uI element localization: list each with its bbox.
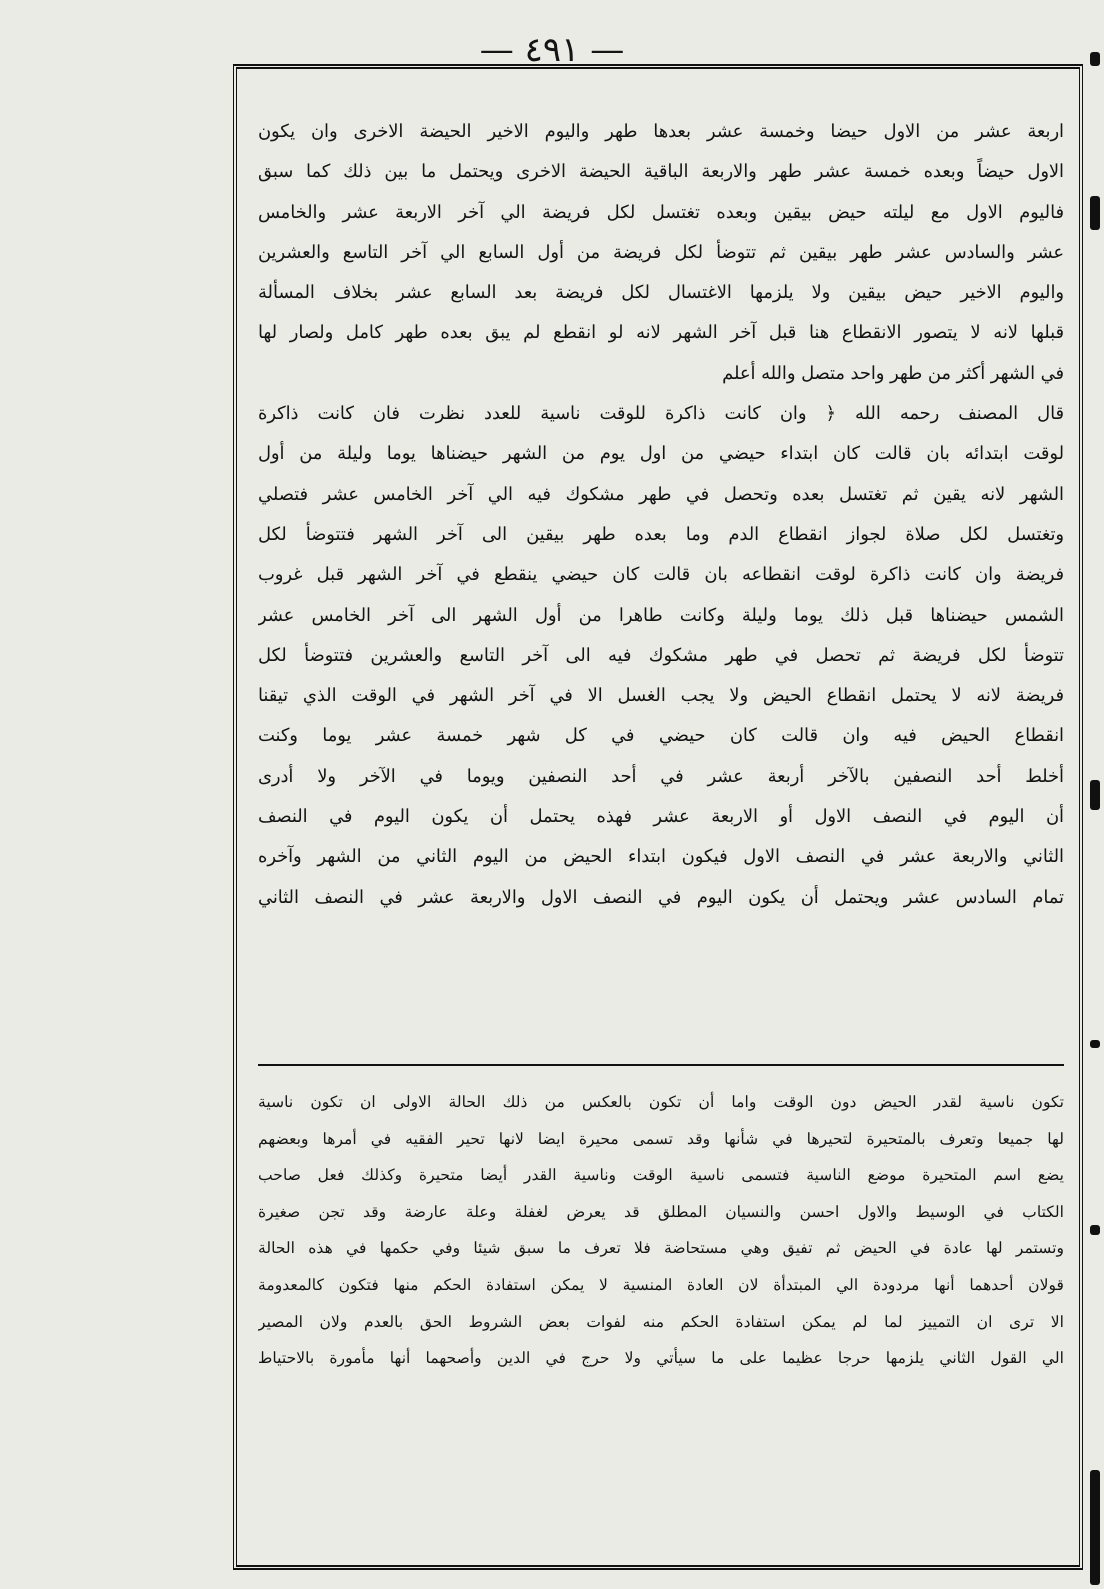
main-line: في الشهر أكثر من طهر واحد متصل والله أعلم <box>722 362 1064 384</box>
main-line: الاول حيضاً وبعده خمسة عشر طهر والاربعة الباقية الحيضة الاخرى ويحتمل ما بين ذلك كما سبق <box>258 161 1064 183</box>
main-line: لوقت ابتدائه بان قالت كان ابتداء حيضي من اول يوم من الشهر حيضناها يوما وليلة من أول <box>258 443 1064 465</box>
main-line: اربعة عشر من الاول حيضا وخمسة عشر بعدها طهر واليوم الاخير الحيضة الاخرى وان يكون <box>258 121 1064 142</box>
main-line: فريضة وان كانت ذاكرة لوقت انقطاعه بان قالت كان حيضي ينقطع في آخر الشهر قبل غروب <box>258 564 1064 586</box>
main-line: قبلها لانه لا يتصور الانقطاع هنا قبل آخر الشهر لانه لو انقطع لم يبق بعده طهر كامل ولصار لها <box>258 322 1064 344</box>
main-text-block <box>258 112 1064 918</box>
main-line: قال المصنف رحمه الله ﴿ وان كانت ذاكرة للوقت ناسية للعدد نظرت فان كانت ذاكرة <box>258 403 1064 425</box>
main-line: أخلط أحد النصفين بالآخر أربعة عشر في أحد النصفين ويوما في الآخر ولا أدرى <box>258 765 1064 787</box>
footnote-line: الي القول الثاني يلزمها حرجا عظيما على ما سيأتي ولا حرج في الدين وأصحهما أنها مأمورة بالاحتياط <box>258 1349 1064 1368</box>
footnote-line: الكتاب في الوسيط والاول احسن والنسيان المطلق قد يعرض لغفلة وعلة عارضة وقد تجن صغيرة <box>258 1202 1064 1221</box>
scan-edge-mark <box>1090 1225 1100 1235</box>
scan-edge-mark <box>1090 1470 1100 1585</box>
main-line: فريضة لانه لا يحتمل انقطاع الحيض ولا يجب الغسل الا في آخر الشهر في الوقت الذي تيقنا <box>258 685 1064 707</box>
main-line: تتوضأ لكل فريضة ثم تحصل في طهر مشكوك فيه الى آخر التاسع والعشرين فتتوضأ لكل <box>258 644 1064 666</box>
main-line: الشهر لانه يقين ثم تغتسل بعده وتحصل في طهر مشكوك فيه الي آخر الخامس عشر فتصلي <box>258 483 1064 505</box>
footnote-line: يضع اسم المتحيرة موضع الناسية فتسمى ناسية الوقت وناسية القدر أيضا متحيرة وكذلك فعل صاحب <box>258 1166 1064 1185</box>
scan-edge-mark <box>1090 52 1100 66</box>
footnote-line: الا ترى ان التمييز لما لم يمكن استفادة الحكم منه لفوات بعض الشروط الحق بالعدم ولان المصير <box>258 1312 1064 1331</box>
footnote-line: لها جميعا وتعرف بالمتحيرة لتحيرها في شأنها وقد تسمى محيرة ايضا لانها تحير الفقيه في أمرها وبعضهم <box>258 1129 1064 1148</box>
main-line: انقطاع الحيض فيه وان قالت كان حيضي في كل شهر خمسة عشر يوما وكنت <box>258 725 1064 747</box>
footnote-line: تكون ناسية لقدر الحيض دون الوقت واما أن تكون بالعكس من ذلك الحالة الاولى ان تكون ناسية <box>258 1093 1064 1111</box>
main-line: واليوم الاخير حيض بيقين ولا يلزمها الاغتسال لكل فريضة بعد السابع عشر بخلاف المسألة <box>258 282 1064 304</box>
scan-edge-mark <box>1090 196 1100 230</box>
footnote-block <box>258 1084 1064 1377</box>
footnote-divider <box>258 1064 1064 1066</box>
main-line: فاليوم الاول مع ليلته حيض بيقين وبعده تغتسل لكل فريضة الي آخر الاربعة عشر والخامس <box>258 201 1064 223</box>
main-line: تمام السادس عشر ويحتمل أن يكون اليوم في النصف الاول والاربعة عشر في النصف الثاني <box>258 886 1064 908</box>
main-line: الثاني والاربعة عشر في النصف الاول فيكون ابتداء الحيض من اليوم الثاني من الشهر وآخره <box>258 846 1064 868</box>
scan-edge-mark <box>1090 1040 1100 1048</box>
scan-edge-mark <box>1090 780 1100 810</box>
main-line: الشمس حيضناها قبل ذلك يوما وليلة وكانت طاهرا من أول الشهر الى آخر الخامس عشر <box>258 604 1064 626</box>
footnote-line: وتستمر لها عادة في الحيض ثم تفيق وهي مستحاضة فلا تعرف ما سبق شيئا وفي حكمها في هذه الحالة <box>258 1239 1064 1258</box>
main-line: وتغتسل لكل صلاة لجواز انقطاع الدم وما بعده طهر بيقين الى آخر الشهر فتتوضأ لكل <box>258 523 1064 545</box>
main-line: عشر والسادس عشر طهر بيقين ثم تتوضأ لكل فريضة من أول السابع الي آخر التاسع والعشرين <box>258 241 1064 263</box>
main-line: أن اليوم في النصف الاول أو الاربعة عشر فهذه يحتمل أن يكون اليوم في النصف <box>258 806 1064 828</box>
footnote-line: قولان أحدهما أنها مردودة الي المبتدأة لان العادة المنسية لا يمكن استفادة الحكم منها فتكون كالمعدومة <box>258 1275 1064 1294</box>
page-number: — ٤٩١ — <box>479 30 625 70</box>
